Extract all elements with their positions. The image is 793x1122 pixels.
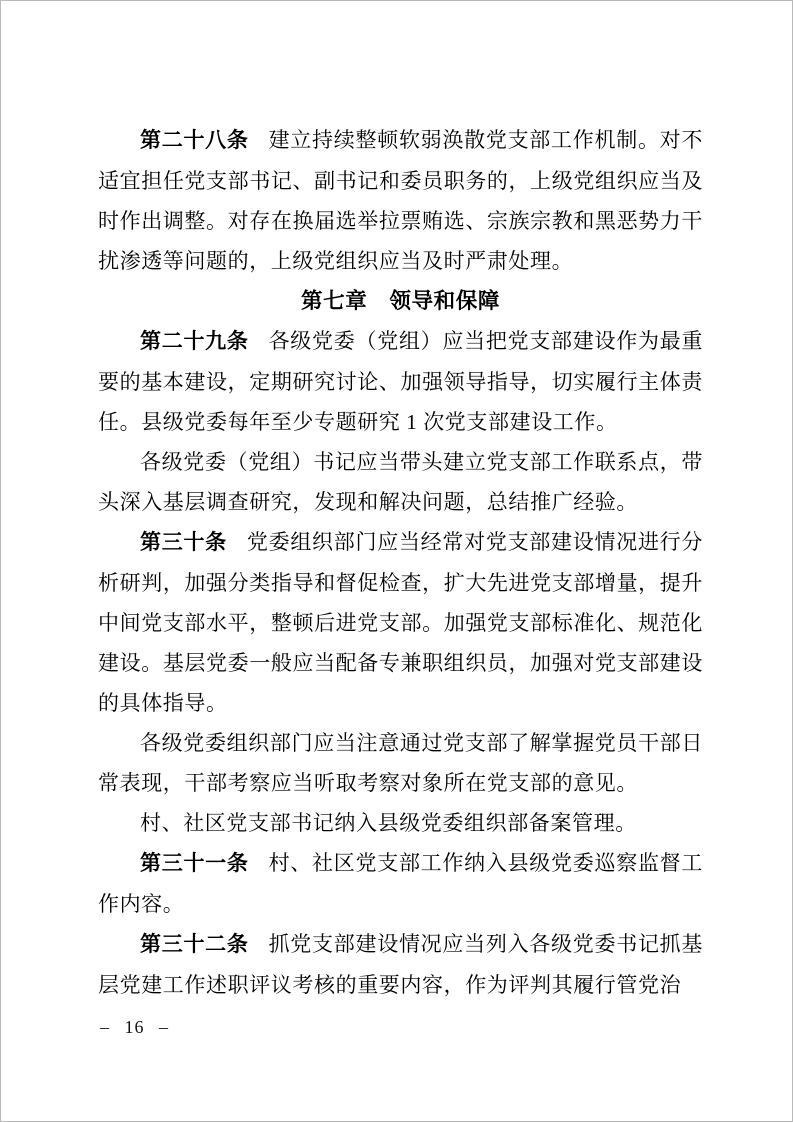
page-number: – 16 – bbox=[100, 1017, 169, 1037]
document-body bbox=[98, 120, 703, 1005]
article-29-paragraph bbox=[98, 321, 703, 442]
article-29-number: 第二十九条 bbox=[140, 330, 249, 353]
article-31-paragraph bbox=[98, 843, 703, 924]
article-30-paragraph bbox=[98, 522, 703, 723]
article-28-paragraph bbox=[98, 120, 703, 281]
article-32-text: 抓党支部建设情况应当列入各级党委书记抓基层党建工作述职评议考核的重要内容，作为评判其履行管党治 bbox=[98, 932, 704, 997]
article-29-paragraph-2: 各级党委（党组）书记应当带头建立党支部工作联系点，带头深入基层调查研究，发现和解决问题，总结推广经验。 bbox=[98, 450, 703, 514]
article-29-text: 各级党委（党组）应当把党支部建设作为最重要的基本建设，定期研究讨论、加强领导指导，切实履行主体责任。县级党委每年至少专题研究 1 次党支部建设工作。 bbox=[98, 329, 704, 434]
article-32-number: 第三十二条 bbox=[140, 933, 249, 956]
article-30-paragraph-2: 各级党委组织部门应当注意通过党支部了解掌握党员干部日常表现，干部考察应当听取考察对象所在党支部的意见。 bbox=[98, 731, 703, 795]
article-30-number: 第三十条 bbox=[140, 531, 227, 554]
article-28-text: 建立持续整顿软弱涣散党支部工作机制。对不适宜担任党支部书记、副书记和委员职务的，上级党组织应当及时作出调整。对存在换届选举拉票贿选、宗族宗教和黑恶势力干扰渗透等问题的，上级党组织应当及时严肃处理。 bbox=[98, 128, 704, 273]
article-28-number: 第二十八条 bbox=[140, 129, 249, 152]
article-31-text: 村、社区党支部工作纳入县级党委巡察监督工作内容。 bbox=[98, 851, 704, 916]
article-32-paragraph bbox=[98, 924, 703, 1005]
article-31-number: 第三十一条 bbox=[140, 852, 249, 875]
article-30-paragraph-3: 村、社区党支部书记纳入县级党委组织部备案管理。 bbox=[140, 811, 637, 835]
chapter-7-heading: 第七章 领导和保障 bbox=[301, 289, 500, 313]
article-30-text: 党委组织部门应当经常对党支部建设情况进行分析研判，加强分类指导和督促检查，扩大先进党支部增量，提升中间党支部水平，整顿后进党支部。加强党支部标准化、规范化建设。基层党委一般应当配备专兼职组织员，加强对党支部建设的具体指导。 bbox=[98, 530, 703, 715]
